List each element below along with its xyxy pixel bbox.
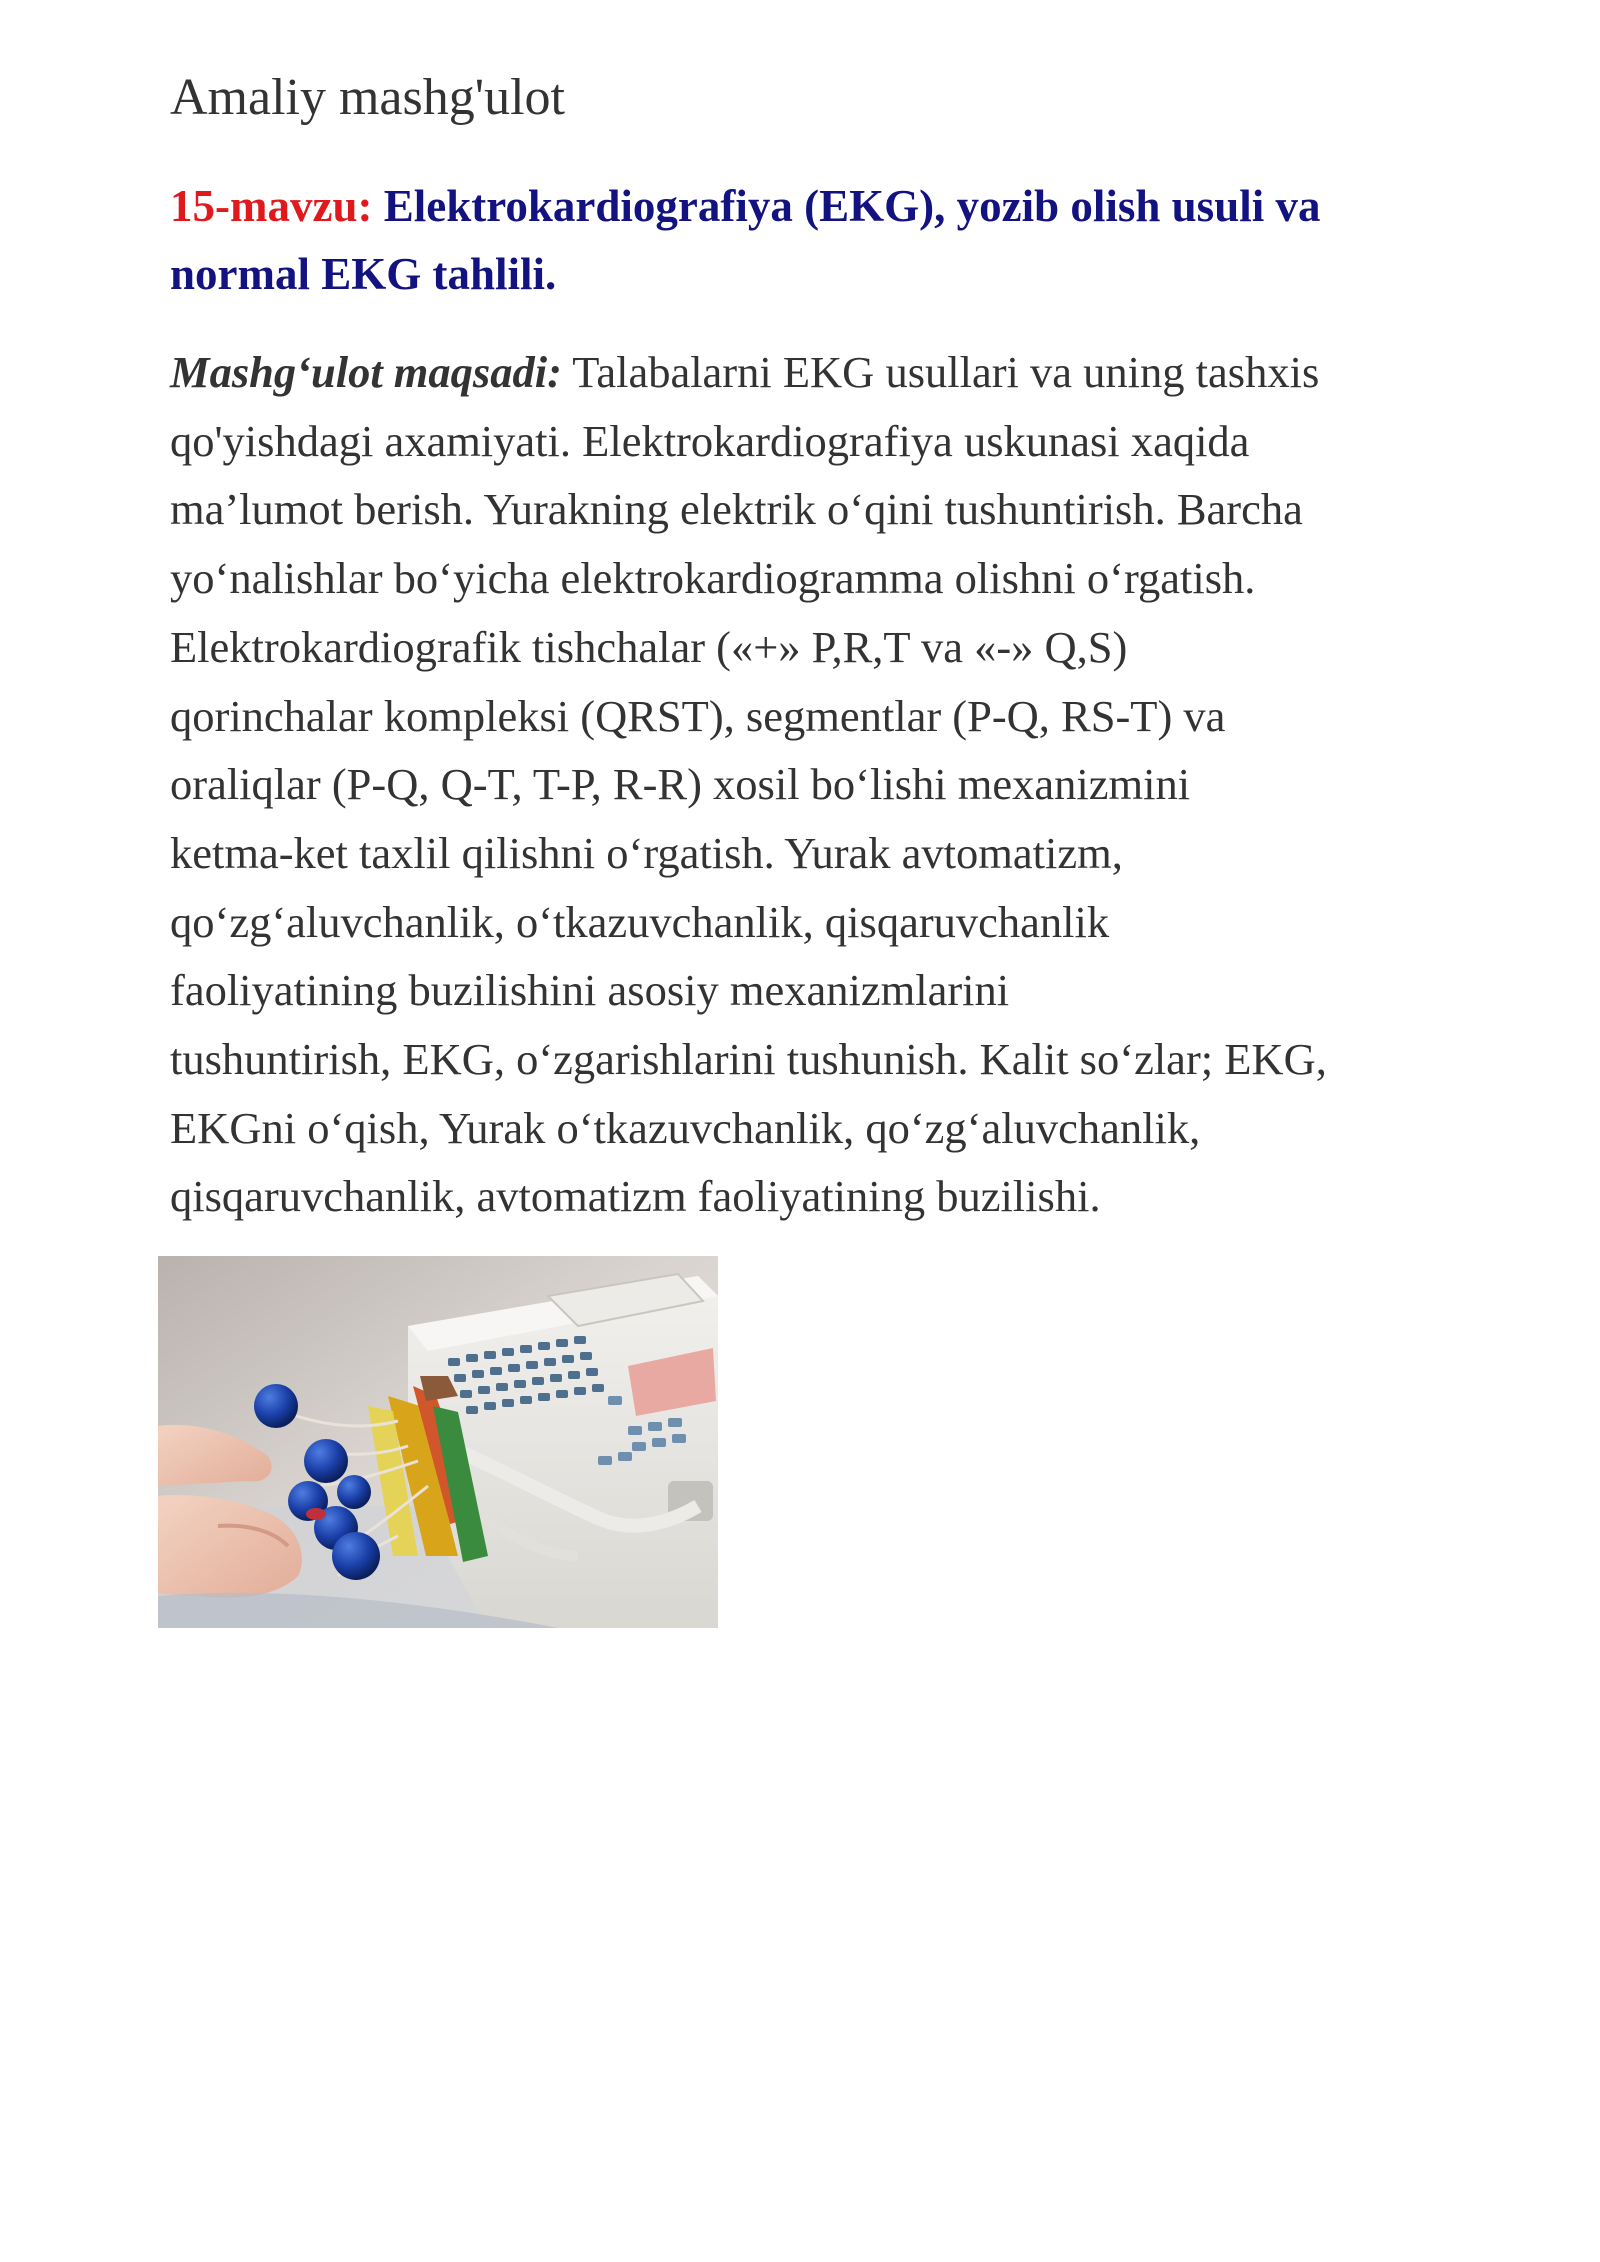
goal-line-9: qo‘zg‘aluvchanlik, o‘tkazuvchanlik, qisqaruvchanlik: [170, 896, 1110, 947]
page-header: Amaliy mashg'ulot: [170, 69, 566, 126]
goal-line-6: qorinchalar kompleksi (QRST), segmentlar (P-Q, RS-T) va: [170, 690, 1226, 741]
goal-line-13: qisqaruvchanlik, avtomatizm faoliyatining buzilishi.: [170, 1171, 1101, 1222]
goal-line-3: ma’lumot berish. Yurakning elektrik o‘qini tushuntirish. Barcha: [170, 484, 1303, 535]
goal-line-11: tushuntirish, EKG, o‘zgarishlarini tushunish. Kalit so‘zlar; EKG,: [170, 1034, 1327, 1085]
goal-line-1: Talabalarni EKG usullari va uning tashxis: [572, 347, 1320, 397]
ecg-machine-photo: [158, 1256, 718, 1628]
topic-title: Elektrokardiografiya (EKG), yozib olish usuli va normal EKG tahlili.: [170, 181, 1321, 299]
goal-paragraph: [170, 338, 1470, 1231]
goal-line-2: qo'yishdagi axamiyati. Elektrokardiografiya uskunasi xaqida: [170, 415, 1250, 466]
goal-line-10: faoliyatining buzilishini asosiy mexanizmlarini: [170, 965, 1010, 1016]
goal-line-4: yo‘nalishlar bo‘yicha elektrokardiogramma olishni o‘rgatish.: [170, 553, 1256, 604]
goal-line-8: ketma-ket taxlil qilishni o‘rgatish. Yurak avtomatizm,: [170, 827, 1123, 878]
goal-label: Mashg‘ulot maqsadi:: [170, 347, 562, 397]
goal-line-12: EKGni o‘qish, Yurak o‘tkazuvchanlik, qo‘zg‘aluvchanlik,: [170, 1102, 1201, 1153]
topic-number: 15-mavzu:: [170, 181, 373, 231]
goal-line-7: oraliqlar (P-Q, Q-T, T-P, R-R) xosil bo‘lishi mexanizmini: [170, 759, 1191, 810]
topic-heading: [170, 172, 1470, 308]
goal-line-5: Elektrokardiografik tishchalar («+» P,R,T va «-» Q,S): [170, 621, 1128, 672]
